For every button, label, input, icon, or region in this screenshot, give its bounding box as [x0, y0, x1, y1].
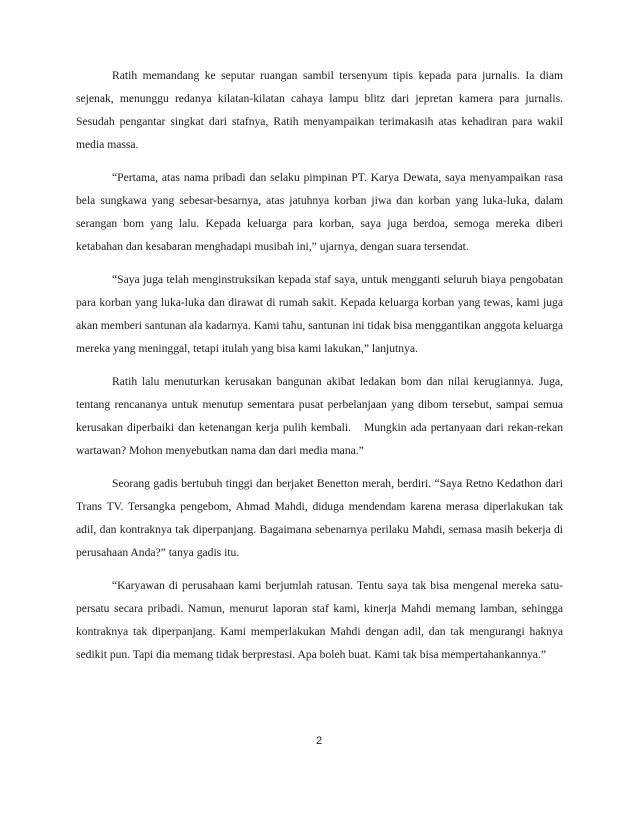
paragraph-6: “Karyawan di perusahaan kami berjumlah ratusan. Tentu saya tak bisa mengenal mereka satu-persatu secara pribadi. Namun, menurut laporan staf kami, kinerja Mahdi memang lamban, sehingga kontraknya tak diperpanjang. Kami memperlakukan Mahdi dengan adil, dan tak mengurangi haknya sedikit pun. Tapi dia memang tidak berprestasi. Apa boleh buat. Kami tak bisa mempertahankannya.”: [76, 579, 563, 661]
paragraph-1: Ratih memandang ke seputar ruangan sambil tersenyum tipis kepada para jurnalis. Ia diam sejenak, menunggu redanya kilatan-kilatan cahaya lampu blitz dari jepretan kamera para jurnalis. Sesudah pengantar singkat dari stafnya, Ratih menyampaikan terimakasih atas kehadiran para wakil media massa.: [76, 69, 563, 151]
paragraph-4: Ratih lalu menuturkan kerusakan bangunan akibat ledakan bom dan nilai kerugiannya. Juga, tentang rencananya untuk menutup sementara pusat perbelanjaan yang dibom tersebut, sampai semua kerusakan diperbaiki dan ketenangan kerja pulih kembali.  Mungkin ada pertanyaan dari rekan-rekan wartawan? Mohon menyebutkan nama dan dari media mana.”: [76, 375, 563, 457]
page-number: 2: [315, 735, 323, 747]
paragraph-3: “Saya juga telah menginstruksikan kepada staf saya, untuk mengganti seluruh biaya pengobatan para korban yang luka-luka dan dirawat di rumah sakit. Kepada keluarga korban yang tewas, kami juga akan memberi santunan ala kadarnya. Kami tahu, santunan ini tidak bisa menggantikan anggota keluarga mereka yang meninggal, tetapi itulah yang bisa kami lakukan,” lanjutnya.: [76, 273, 563, 355]
document-body: [76, 64, 563, 676]
paragraph-5: Seorang gadis bertubuh tinggi dan berjaket Benetton merah, berdiri. “Saya Retno Kedathon dari Trans TV. Tersangka pengebom, Ahmad Mahdi, diduga mendendam karena merasa diperlakukan tak adil, dan kontraknya tak diperpanjang. Bagaimana sebenarnya perilaku Mahdi, semasa masih bekerja di perusahaan Anda?” tanya gadis itu.: [76, 477, 563, 559]
paragraph-2: “Pertama, atas nama pribadi dan selaku pimpinan PT. Karya Dewata, saya menyampaikan rasa bela sungkawa yang sebesar-besarnya, atas jatuhnya korban jiwa dan korban yang luka-luka, dalam serangan bom yang lalu. Kepada keluarga para korban, saya juga berdoa, semoga mereka diberi ketabahan dan kesabaran menghadapi musibah ini,” ujarnya, dengan suara tersendat.: [76, 171, 563, 253]
